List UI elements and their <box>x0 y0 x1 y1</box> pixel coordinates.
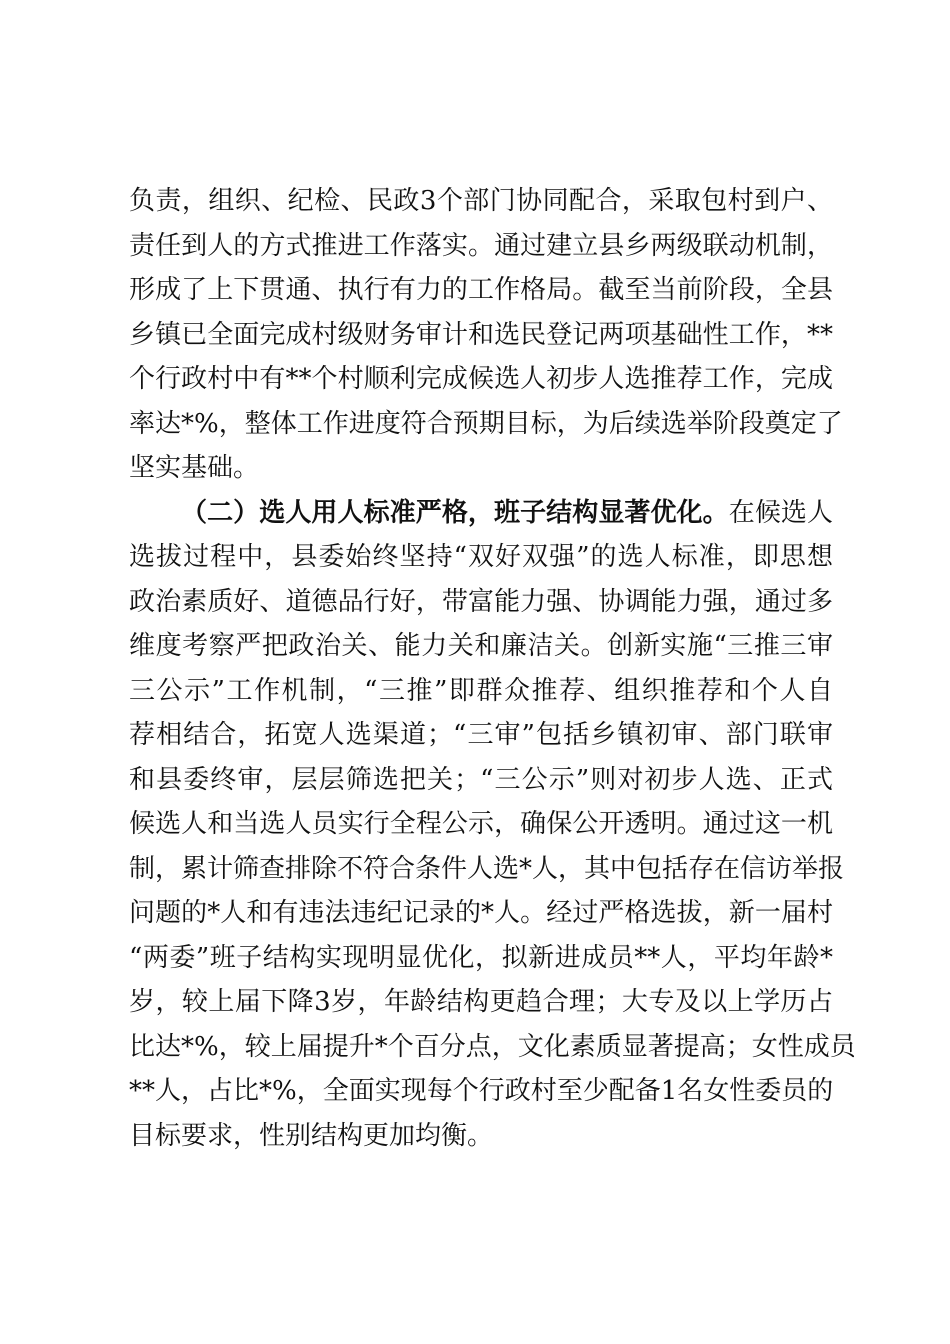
text-line: 形成了上下贯通、执行有力的工作格局。截至当前阶段，全县 <box>129 275 833 305</box>
text-line: 目标要求，性别结构更加均衡。 <box>129 1120 494 1151</box>
text-line: 率达*%，整体工作进度符合预期目标，为后续选举阶段奠定了 <box>129 408 843 439</box>
text-line: 维度考察严把政治关、能力关和廉洁关。创新实施“三推三审 <box>129 631 833 661</box>
paragraph-2 <box>129 491 856 1159</box>
text-line: 三公示”工作机制，“三推”即群众推荐、组织推荐和个人自 <box>129 675 833 706</box>
text-line: 乡镇已全面完成村级财务审计和选民登记两项基础性工作，** <box>129 319 833 350</box>
text-line: 候选人和当选人员实行全程公示，确保公开透明。通过这一机 <box>129 809 833 839</box>
text-line: 坚实基础。 <box>129 453 260 483</box>
text-line: 选拔过程中，县委始终坚持“双好双强”的选人标准，即思想 <box>129 542 833 572</box>
text-line: 荐相结合，拓宽人选渠道；“三审”包括乡镇初审、部门联审 <box>129 720 833 750</box>
paragraph-2-first-line <box>129 491 833 536</box>
text-line: “两委”班子结构实现明显优化，拟新进成员**人，平均年龄* <box>129 942 833 973</box>
body-text <box>129 179 856 1158</box>
text-line: 问题的*人和有违法违纪记录的*人。经过严格选拔，新一届村 <box>129 898 833 928</box>
text-line: 政治素质好、道德品行好，带富能力强、协调能力强，通过多 <box>129 586 833 617</box>
text-line: 比达*%，较上届提升*个百分点，文化素质显著提高；女性成员 <box>129 1031 856 1062</box>
paragraph-1 <box>129 179 843 491</box>
text-line: 负责，组织、纪检、民政3个部门协同配合，采取包村到户、 <box>129 186 833 216</box>
text-line: 岁，较上届下降3岁，年龄结构更趋合理；大专及以上学历占 <box>129 987 833 1017</box>
text-line: 责任到人的方式推进工作落实。通过建立县乡两级联动机制， <box>129 230 833 261</box>
section-heading: （二）选人用人标准严格，班子结构显著优化。 <box>181 497 729 528</box>
text-line: 制，累计筛查排除不符合条件人选*人，其中包括存在信访举报 <box>129 853 845 884</box>
text-line: **人，占比*%，全面实现每个行政村至少配备1名女性委员的 <box>129 1076 834 1106</box>
text-line: 个行政村中有**个村顺利完成候选人初步人选推荐工作，完成 <box>129 364 833 394</box>
text-run: 在候选人 <box>728 497 833 528</box>
text-line: 和县委终审，层层筛选把关；“三公示”则对初步人选、正式 <box>129 764 833 795</box>
